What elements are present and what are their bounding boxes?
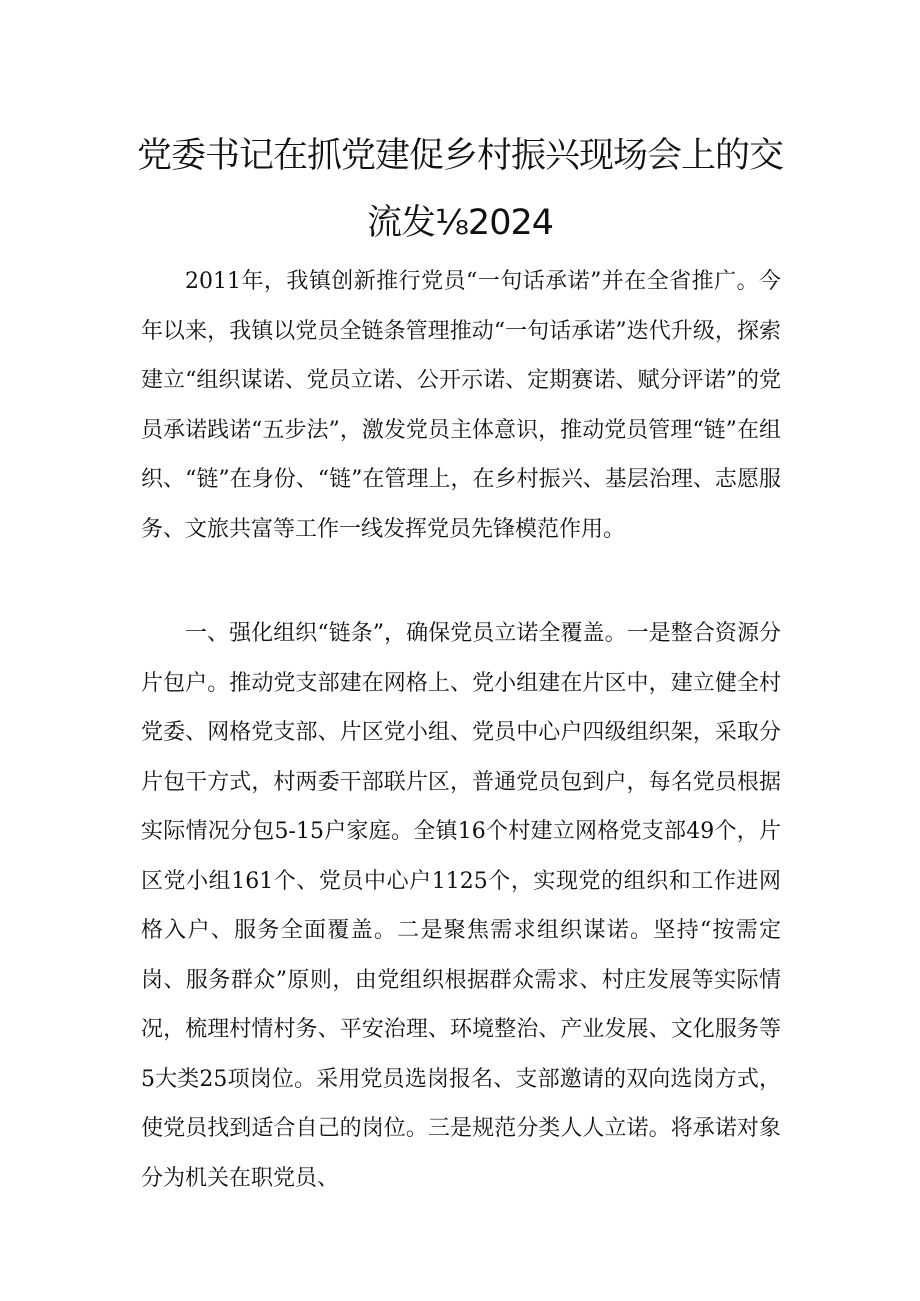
paragraph-text: 一、强化组织“链条”，确保党员立诺全覆盖。一是整合资源分片包户。推动党支部建在网格上、党小组建在片区中，建立健全村党委、网格党支部、片区党小组、党员中心户四级组织架，采取分片包干方式，村两委干部联片区，普通党员包到户，每名党员根据实际情况分包5-15户家庭。全镇16个村建立网格党支部49个，片区党小组161个、党员中心户1125个，实现党的组织和工作进网格入户、服务全面覆盖。二是聚焦需求组织谋诺。坚持“按需定岗、服务群众”原则，由党组织根据群众需求、村庄发展等实际情况，梳理村情村务、平安治理、环境整治、产业发展、文化服务等5大类25项岗位。采用党员选岗报名、支部邀请的双向选岗方式，使党员找到适合自己的岗位。三是规范分类人人立诺。将承诺对象分为机关在职党员、 xyxy=(141,621,781,1191)
paragraph-section-one xyxy=(141,609,781,1203)
document-title-line-2: 流发⅛2024 xyxy=(367,203,553,243)
document-title-line-1: 党委书记在抓党建促乡村振兴现场会上的交 xyxy=(136,136,783,176)
paragraph-text: 2011年，我镇创新推行党员“一句话承诺”并在全省推广。今年以来，我镇以党员全链条管理推动“一句话承诺”迭代升级，探索建立“组织谋诺、党员立诺、公开示诺、定期赛诺、赋分评诺”的党员承诺践诺“五步法”，激发党员主体意识，推动党员管理“链”在组织、“链”在身份、“链”在管理上，在乡村振兴、基层治理、志愿服务、文旅共富等工作一线发挥党员先锋模范作用。 xyxy=(141,269,781,542)
paragraph-intro xyxy=(141,257,781,554)
